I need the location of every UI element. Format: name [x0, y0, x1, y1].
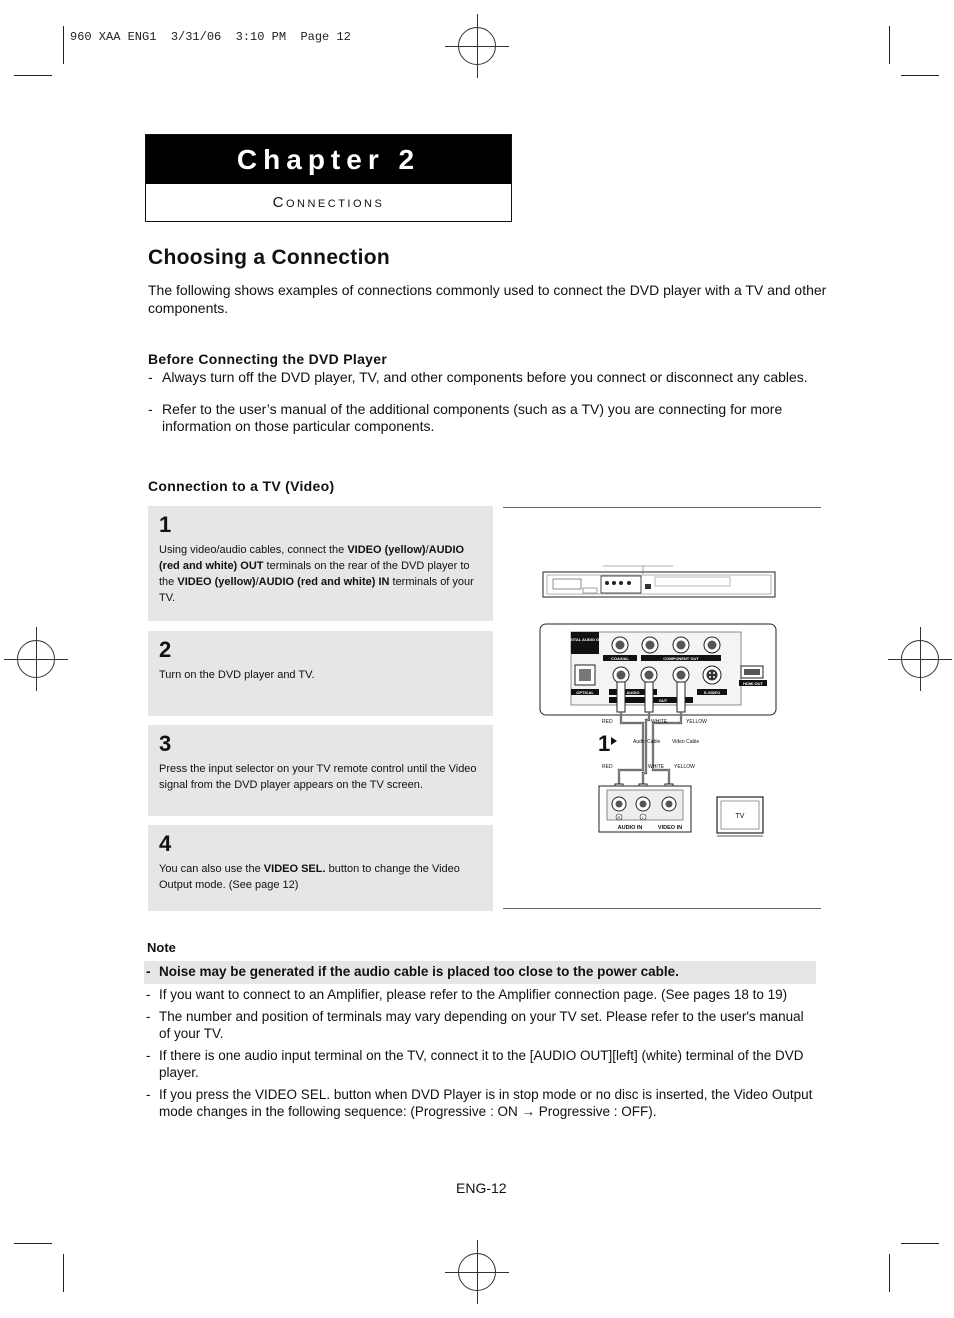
panel-label: HDMI OUT	[743, 681, 763, 686]
step-text-segment: Using video/audio cables, connect the	[159, 544, 348, 556]
crop-mark	[14, 75, 52, 76]
connection-heading: Connection to a TV (Video)	[148, 478, 335, 494]
jack-mark: R	[617, 815, 621, 820]
dvd-player-icon	[543, 566, 775, 597]
step-text	[159, 667, 483, 683]
note-item: - The number and position of terminals may vary depending on your TV set. Please refer to the user's manual of your TV.	[146, 1009, 804, 1041]
step-card-2	[148, 631, 493, 716]
step-text-bold: VIDEO (yellow)	[177, 576, 256, 588]
crop-mark	[14, 1243, 52, 1244]
tv-input-label: AUDIO IN	[617, 825, 643, 831]
rear-panel	[540, 624, 776, 715]
chapter-title: Chapter 2	[146, 135, 511, 184]
diagram-bottom-rule	[503, 908, 821, 909]
cable-color-label: WHITE	[651, 719, 668, 725]
crop-mark	[901, 1243, 939, 1244]
note-title: Note	[147, 940, 176, 955]
tv-input-panel	[599, 786, 691, 832]
step-text-bold: VIDEO SEL.	[263, 863, 326, 875]
step-card-1	[148, 506, 493, 621]
tv-input-label: VIDEO IN	[657, 825, 683, 831]
step-card-3	[148, 725, 493, 816]
registration-mark	[458, 1253, 496, 1291]
print-slug: 960 XAA ENG1 3/31/06 3:10 PM Page 12	[70, 30, 351, 44]
note-list	[144, 961, 816, 1126]
step-text	[159, 861, 483, 893]
crop-mark	[63, 1254, 64, 1292]
step-text-bold: VIDEO (yellow)	[347, 544, 426, 556]
step-text	[159, 542, 483, 606]
panel-label: COMPONENT OUT	[663, 656, 699, 661]
note-item: - If there is one audio input terminal on the TV, connect it to the [AUDIO OUT][left] (white) terminal of the DVD player.	[146, 1048, 804, 1080]
connection-diagram	[503, 508, 821, 908]
step-text-segment: /	[255, 576, 259, 588]
tv-icon	[717, 797, 763, 836]
before-connecting-heading: Before Connecting the DVD Player	[148, 351, 388, 367]
step-text-segment: Turn on the DVD player and TV.	[159, 669, 315, 681]
panel-label: OPTICAL	[576, 690, 594, 695]
step-text-segment: /	[425, 544, 429, 556]
chapter-header	[145, 134, 512, 222]
list-item: - Refer to the user’s manual of the additional components (such as a TV) you are connecting for more information on those particular components.	[148, 401, 783, 434]
step-text-segment: button to change the Video Output mode. (See page 12)	[159, 863, 460, 891]
step-number: 3	[159, 731, 172, 756]
step-text-segment: You can also use the	[159, 863, 264, 875]
step-number: 1	[159, 512, 172, 537]
cable-color-label: YELLOW	[674, 764, 695, 770]
step-number: 4	[159, 831, 172, 856]
panel-label: AUDIO	[626, 690, 640, 695]
crop-mark	[901, 75, 939, 76]
step-text-segment: terminals of your TV.	[159, 576, 474, 604]
step-number: 2	[159, 637, 172, 662]
crop-mark	[889, 26, 890, 64]
panel-label: OUT	[658, 698, 668, 703]
step-text	[159, 761, 483, 793]
step-text-bold: AUDIO (red and white) OUT	[159, 544, 465, 572]
page-number: ENG-12	[456, 1180, 507, 1196]
note-item: - If you press the VIDEO SEL. button when DVD Player is in stop mode or no disc is inserted, the Video Output mode changes in the following sequence: (Progressive : ON → Progressive : OFF).	[146, 1087, 813, 1119]
panel-label: COAXIAL	[611, 656, 629, 661]
intro-paragraph: The following shows examples of connections commonly used to connect the DVD player with a TV and other components.	[148, 282, 827, 316]
step-marker: 1	[598, 731, 611, 756]
step-text-segment: terminals on the rear of the DVD player to the	[159, 560, 470, 588]
note-item-highlighted: - Noise may be generated if the audio cable is placed too close to the power cable.	[144, 961, 816, 984]
list-item: - Always turn off the DVD player, TV, and other components before you connect or disconnect any cables.	[148, 369, 808, 385]
cable-color-label: RED	[602, 719, 613, 725]
step-text-bold: AUDIO (red and white) IN	[258, 576, 390, 588]
chapter-subtitle: Connections	[272, 194, 385, 211]
cable-color-label: YELLOW	[686, 719, 707, 725]
cables	[619, 712, 681, 790]
registration-mark	[901, 640, 939, 678]
tv-label: TV	[735, 813, 745, 820]
cable-color-label: WHITE	[648, 764, 665, 770]
crop-mark	[889, 1254, 890, 1292]
registration-mark	[17, 640, 55, 678]
crop-mark	[63, 26, 64, 64]
cable-name-label: Audio Cable	[633, 739, 661, 745]
jack-mark: L	[641, 815, 645, 820]
note-item: - If you want to connect to an Amplifier, please refer to the Amplifier connection page. (See pages 18 to 19)	[146, 986, 788, 1002]
registration-mark	[458, 27, 496, 65]
panel-label: S-VIDEO	[703, 690, 721, 695]
cable-name-label: Video Cable	[672, 739, 700, 745]
panel-label: DIGITAL AUDIO OUT	[565, 637, 605, 642]
arrow-right-icon	[611, 737, 617, 745]
step-card-4	[148, 825, 493, 911]
step-text-segment: Press the input selector on your TV remote control until the Video signal from the DVD player appears on the TV screen.	[159, 763, 477, 791]
before-connecting-list	[148, 369, 818, 442]
section-heading: Choosing a Connection	[148, 246, 390, 269]
cable-color-label: RED	[602, 764, 613, 770]
